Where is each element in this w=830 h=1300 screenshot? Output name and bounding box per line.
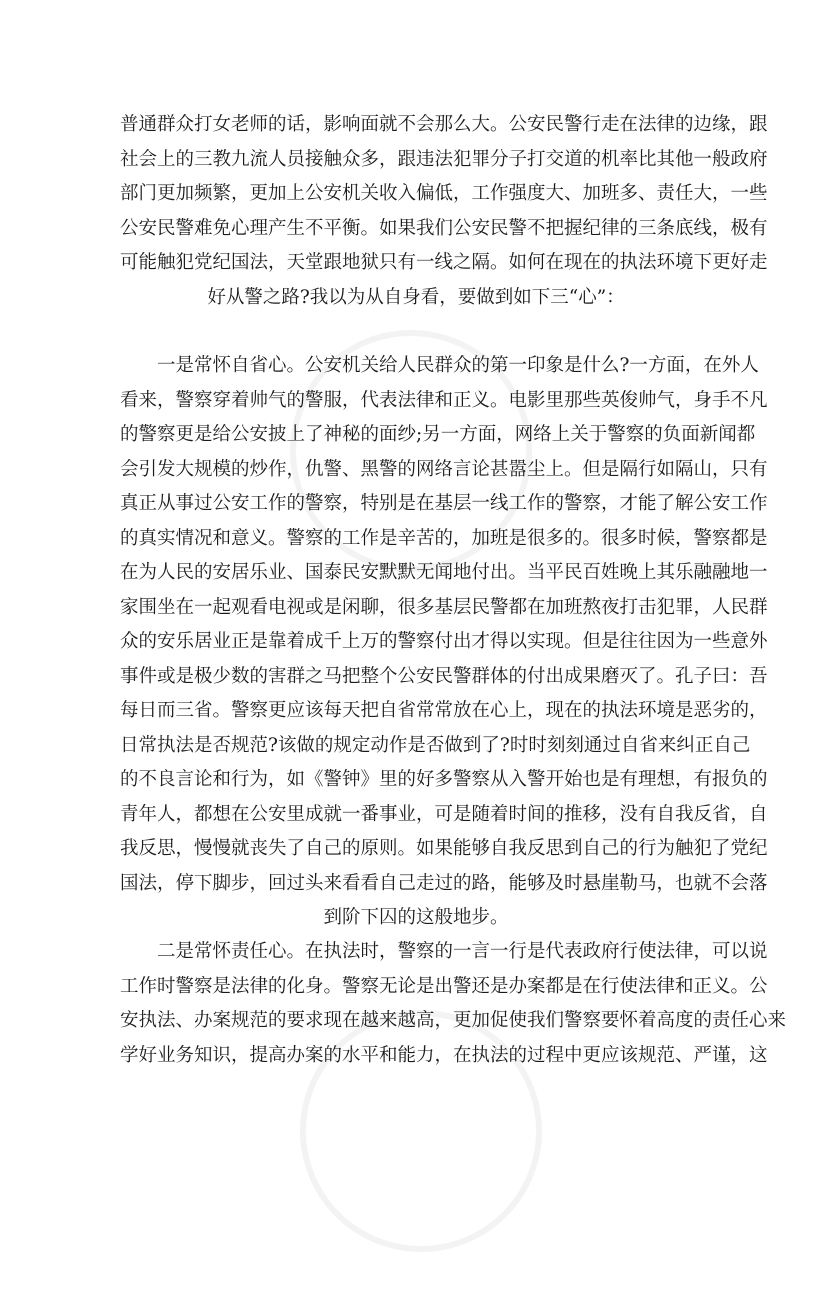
text-line: 真正从事过公安工作的警察，特别是在基层一线工作的警察，才能了解公安工作: [120, 493, 768, 514]
text-line: 看来，警察穿着帅气的警服，代表法律和正义。电影里那些英俊帅气，身手不凡: [120, 389, 768, 411]
text-line: 部门更加频繁，更加上公安机关收入偏低，工作强度大、加班多、责任大，一些: [120, 183, 768, 204]
text-line: 的不良言论和行为，如《警钟》里的好多警察从入警开始也是有理想，有报负的: [120, 769, 768, 790]
text-line: 众的安乐居业正是靠着成千上万的警察付出才得以实现。但是往往因为一些意外: [120, 631, 768, 652]
text-line: 日常执法是否规范?该做的规定动作是否做到了?时时刻刻通过自省来纠正自己: [120, 734, 751, 756]
text-line: 在为人民的安居乐业、国泰民安默默无闻地付出。当平民百姓晚上其乐融融地一: [120, 562, 768, 583]
text-line: 家围坐在一起观看电视或是闲聊，很多基层民警都在加班熬夜打击犯罪，人民群: [120, 596, 768, 618]
paragraph-2: [120, 349, 768, 936]
text-line: 好从警之路?我以为从自身看，要做到如下三“心”：: [207, 286, 625, 308]
text-line: 二是常怀责任心。在执法时，警察的一言一行是代表政府行使法律，可以说: [157, 941, 768, 962]
text-line: 普通群众打女老师的话，影响面就不会那么大。公安民警行走在法律的边缘，跟: [120, 114, 768, 135]
paragraph-1: [120, 108, 768, 315]
text-line: 每日而三省。警察更应该每天把自省常常放在心上，现在的执法环境是恶劣的，: [120, 700, 768, 721]
text-line: 我反思，慢慢就丧失了自己的原则。如果能够自我反思到自己的行为触犯了党纪: [120, 838, 768, 859]
text-line: 工作时警察是法律的化身。警察无论是出警还是办案都是在行使法律和正义。公: [120, 975, 768, 997]
text-line: 一是常怀自省心。公安机关给人民群众的第一印象是什么?一方面，在外人: [157, 355, 759, 376]
text-line: 安执法、办案规范的要求现在越来越高，更加促使我们警察要怀着高度的责任心来: [120, 1010, 787, 1031]
text-line: 国法，停下脚步，回过头来看看自己走过的路，能够及时悬崖勒马，也就不会落: [120, 872, 768, 894]
text-line: 青年人，都想在公安里成就一番事业，可是随着时间的推移，没有自我反省，自: [120, 803, 768, 825]
text-line: 可能触犯党纪国法，天堂跟地狱只有一线之隔。如何在现在的执法环境下更好走: [120, 252, 768, 273]
text-line: 公安民警难免心理产生不平衡。如果我们公安民警不把握纪律的三条底线，极有: [120, 217, 768, 239]
text-line: 会引发大规模的炒作，仇警、黑警的网络言论甚嚣尘上。但是隔行如隔山，只有: [120, 458, 768, 480]
text-line: 事件或是极少数的害群之马把整个公安民警群体的付出成果磨灭了。孔子曰：吾: [120, 665, 768, 687]
text-line: 学好业务知识，提高办案的水平和能力，在执法的过程中更应该规范、严谨，这: [120, 1044, 768, 1066]
text-line: 的警察更是给公安披上了神秘的面纱;另一方面，网络上关于警察的负面新闻都: [120, 424, 756, 445]
paragraph-3: [120, 935, 787, 1073]
text-line: 社会上的三教九流人员接触众多，跟违法犯罪分子打交道的机率比其他一般政府: [120, 148, 768, 170]
text-line: 的真实情况和意义。警察的工作是辛苦的，加班是很多的。很多时候，警察都是: [120, 527, 768, 549]
text-line: 到阶下囚的这般地步。: [323, 907, 509, 928]
